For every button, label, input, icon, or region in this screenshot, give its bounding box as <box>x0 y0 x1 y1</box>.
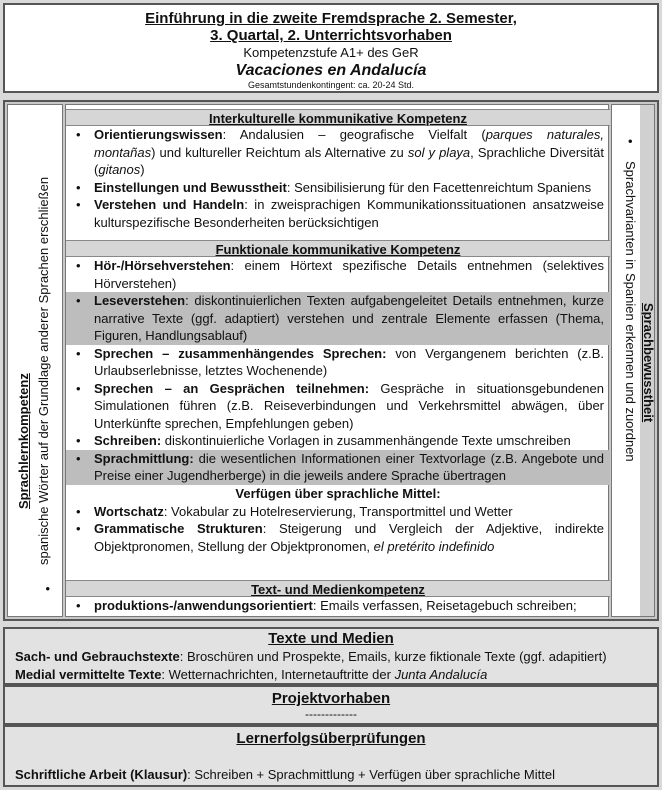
header-box <box>3 3 659 93</box>
right-side-text: Sprachvarianten in Spanien erkennen und zuordnen <box>623 161 638 462</box>
list-item: • Leseverstehen: diskontinuierlichen Texten aufgabengeleitet Details entnehmen, kurze narrative Texte (ggf. adaptiert) verstehen und zentrale Elemente erfassen (Thema, Figuren, Handlungsablauf) <box>66 292 610 345</box>
right-side-title: Sprachbewusstheit <box>641 303 656 423</box>
intercultural-heading: Interkulturelle kommunikative Kompetenz <box>66 109 610 126</box>
list-item: • Sprachmittlung: die wesentlichen Informationen einer Textvorlage (z.B. Angebote und Preise einer Jugendherberge) in die jeweils andere Sprache übertragen <box>66 450 610 485</box>
list-item: • Hör-/Hörsehverstehen: einem Hörtext spezifische Details entnehmen (selektives Hörverstehen) <box>66 257 610 292</box>
projects-placeholder: ------------- <box>305 707 357 721</box>
linguistic-means-heading: Verfügen über sprachliche Mittel: <box>235 485 441 501</box>
competence-content <box>65 104 609 617</box>
competence-block <box>3 100 659 621</box>
texts-media-heading: Texte und Medien <box>268 630 394 647</box>
list-item: • Sprechen – zusammenhängendes Sprechen: von Vergangenem berichten (z.B. Urlaubserlebnisse, letztes Wochenende) <box>66 345 610 380</box>
media-competence-section <box>66 580 610 615</box>
assessment-line: Schriftliche Arbeit (Klausur): Schreiben + Sprachmittlung + Verfügen über sprachliche Mittel <box>15 767 555 782</box>
assessment-box <box>3 725 659 787</box>
texts-media-box <box>3 627 659 685</box>
intercultural-section <box>66 109 610 231</box>
list-item: • Wortschatz: Vokabular zu Hotelreservierung, Transportmittel und Wetter <box>66 503 610 521</box>
projects-heading: Projektvorhaben <box>271 690 391 707</box>
title-line-1: Einführung in die zweite Fremdsprache 2. Semester, <box>145 10 517 27</box>
unit-topic: Vacaciones en Andalucía <box>235 62 427 79</box>
list-item: • Grammatische Strukturen: Steigerung und Vergleich der Adjektive, indirekte Objektpronomen, Stellung der Objektpronomen, el pretérito indefinido <box>66 520 610 555</box>
texts-line-1: Sach- und Gebrauchstexte: Broschüren und Prospekte, Emails, kurze fiktionale Texte (ggf. adapitiert) <box>15 649 607 664</box>
list-item: • Verstehen und Handeln: in zweisprachigen Kommunikationssituationen ansatzweise kulturspezifische Besonderheiten berücksichtigen <box>66 196 610 231</box>
list-item: • Orientierungswissen: Andalusien – geografische Vielfalt (parques naturales, montañas) und kultureller Reichtum als Alternative zu sol y playa, Sprachliche Diversität (gitanos) <box>66 126 610 179</box>
competence-level: Kompetenzstufe A1+ des GeR <box>243 45 419 60</box>
right-side-bullet: • <box>623 139 638 144</box>
title-line-2: 3. Quartal, 2. Unterrichtsvorhaben <box>210 27 452 44</box>
list-item: • produktions-/anwendungsorientiert: Emails verfassen, Reisetagebuch schreiben; <box>66 597 610 615</box>
list-item: • Schreiben: diskontinuierliche Vorlagen in zusammenhängende Texte umschreiben <box>66 432 610 450</box>
assessment-heading: Lernerfolgsüberprüfungen <box>236 730 426 747</box>
projects-box <box>3 685 659 725</box>
functional-section <box>66 240 610 555</box>
list-item: • Einstellungen und Bewusstheit: Sensibilisierung für den Facettenreichtum Spaniens <box>66 179 610 197</box>
list-item: • Sprechen – an Gesprächen teilnehmen: Gespräche in situationsgebundenen Simulationen führen (z.B. Reiseverbindungen und Verkehrsmittel abwägen, über Unterkünfte sprechen, Empfehlungen geben) <box>66 380 610 433</box>
total-hours: Gesamtstundenkontingent: ca. 20-24 Std. <box>247 80 415 90</box>
language-awareness <box>611 104 655 617</box>
texts-line-2: Medial vermittelte Texte: Wetternachrichten, Internetauftritte der Junta Andalucía <box>15 667 488 682</box>
functional-heading: Funktionale kommunikative Kompetenz <box>66 240 610 257</box>
left-side-text: spanische Wörter auf der Grundlage anderer Sprachen erschließen <box>36 176 51 565</box>
left-side-bullet: • <box>40 586 55 591</box>
media-competence-heading: Text- und Medienkompetenz <box>66 580 610 597</box>
left-side-title: Sprachlernkompetenz <box>16 373 31 509</box>
language-learning-competence <box>7 104 63 617</box>
